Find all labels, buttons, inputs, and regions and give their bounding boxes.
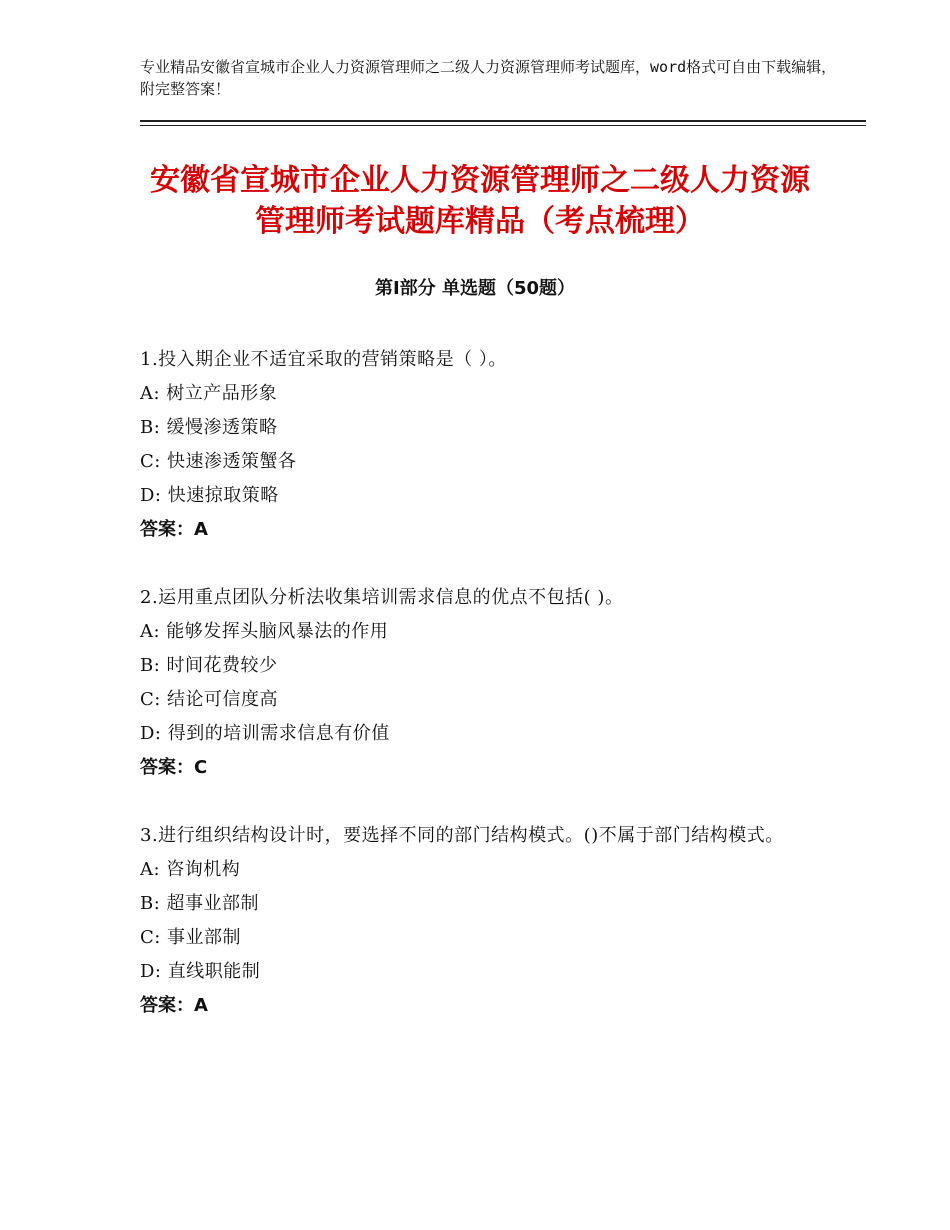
question-item (140, 343, 820, 547)
answer-label: 答案：A (140, 519, 208, 540)
answer-label: 答案：C (140, 757, 208, 778)
option-a: A: 咨询机构 (140, 859, 241, 880)
header-divider-thick (140, 120, 866, 122)
header-divider-thin (140, 125, 866, 126)
question-stem: 1.投入期企业不适宜采取的营销策略是（ ）。 (140, 349, 507, 370)
answer-label: 答案：A (140, 995, 208, 1016)
section-heading: 第Ⅰ部分 单选题（50题） (374, 278, 575, 299)
question-item (140, 819, 820, 1023)
option-a: A: 能够发挥头脑风暴法的作用 (140, 621, 389, 642)
option-b: B: 时间花费较少 (140, 655, 278, 676)
option-b: B: 超事业部制 (140, 893, 260, 914)
question-list (140, 343, 820, 1057)
option-c: C: 快速渗透策蟹各 (140, 451, 297, 472)
question-item (140, 581, 820, 785)
question-stem: 3.进行组织结构设计时，要选择不同的部门结构模式。()不属于部门结构模式。 (140, 825, 784, 846)
option-c: C: 结论可信度高 (140, 689, 279, 710)
document-title: 安徽省宣城市企业人力资源管理师之二级人力资源管理师考试题库精品（考点梳理） (150, 163, 810, 239)
option-b: B: 缓慢渗透策略 (140, 417, 278, 438)
option-c: C: 事业部制 (140, 927, 242, 948)
question-stem: 2.运用重点团队分析法收集培训需求信息的优点不包括( )。 (140, 587, 624, 608)
option-d: D: 快速掠取策略 (140, 485, 279, 506)
option-a: A: 树立产品形象 (140, 383, 278, 404)
document-header-note: 专业精品安徽省宣城市企业人力资源管理师之二级人力资源管理师考试题库，word格式可自由下载编辑，附完整答案！ (140, 58, 837, 98)
option-d: D: 直线职能制 (140, 961, 261, 982)
option-d: D: 得到的培训需求信息有价值 (140, 723, 390, 744)
